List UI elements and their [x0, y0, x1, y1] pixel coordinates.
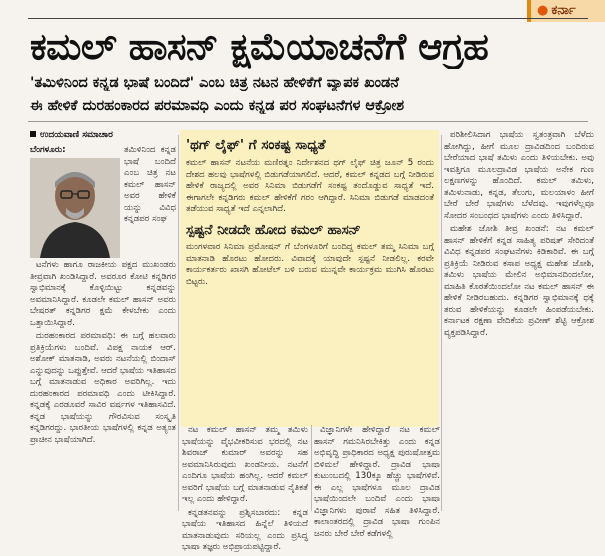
column-3-para-1: ವಿಜ್ಞಾನಿಗಳೇ ಹೇಳಿದ್ದಾರೆ ನಟ ಕಮಲ್ ಹಾಸನ್ ಗಮನಿಸಿರಬೇಕಿತ್ತು ಎಂದು ಕನ್ನಡ ಅಭಿವೃದ್ಧಿ ಪ್ರಾಧಿಕಾರದ ಅಧ್ಯಕ್ಷ ಪುರುಷೋತ್ತಮ ಬಿಳಿಮಲೆ ಹೇಳಿದ್ದಾರೆ. ದ್ರಾವಿಡ ಭಾಷಾ ಕುಟುಂಬದಲ್ಲಿ 130ಕ್ಕೂ ಹೆಚ್ಚು ಭಾಷೆಗಳಿವೆ. ಈ ಎಲ್ಲ ಭಾಷೆಗಳೂ ಮೂಲ ದ್ರಾವಿಡ ಭಾಷೆಯಿಂದಲೇ ಬಂದಿವೆ ಎಂದು ಭಾಷಾ ವಿಜ್ಞಾನಿಗಳು ಪುರಾವೆ ಸಹಿತ ತಿಳಿಸಿದ್ದಾರೆ. ಕಾಲಾಂತರದಲ್ಲಿ ದ್ರಾವಿಡ ಭಾಷಾ ಗುಂಪಿನ ಜನರು ಬೇರೆ ಬೇರೆ ಕಡೆಗಳಲ್ಲಿ: [314, 425, 440, 539]
box-2-title: ಸ್ಪಷ್ಟನೆ ನೀಡದೇ ಹೋದ ಕಮಲ್ ಹಾಸನ್: [186, 222, 361, 238]
box-1-title: 'ಥಗ್ ಲೈಫ್' ಗೆ ಸಂಕಷ್ಟ ಸಾಧ್ಯತೆ: [186, 137, 326, 153]
column-2-para-1: ನಟ ಕಮಲ್ ಹಾಸನ್ ತಮ್ಮ ತಮಿಳು ಭಾಷೆಯನ್ನು ವೈಭವೀಕರಿಸುವ ಭರದಲ್ಲಿ ನಟ ಶಿವರಾಜ್ ಕುಮಾರ್ ಅವರನ್ನು ಸಹ ಅವಮಾನಿಸಿರುವುದು ಖಂಡನೀಯ. ನಟನೆಗೆ ಎಂದಿಗೂ ಭಾಷೆಯ ಹಂಗಿಲ್ಲ. ಆದರೆ ಕಮಲ್ ಅವರಿಗೆ ಭಾಷೆಯ ಬಗ್ಗೆ ಮಾತನಾಡುವ ನೈತಿಕತೆ ಇಲ್ಲ ಎಂದು ಹೇಳಿದ್ದಾರೆ.: [182, 425, 308, 504]
column-1-top: [124, 145, 176, 228]
section-label: ಕರ್ನಾ: [551, 3, 576, 18]
section-bullet: ●: [537, 3, 549, 18]
portrait-image: [30, 158, 120, 258]
box-2-text: ಮಂಗಳವಾರ ಸಿನಿಮಾ ಪ್ರಮೋಷನ್ ಗೆ ಬೆಂಗಳೂರಿಗೆ ಬಂದಿದ್ದ ಕಮಲ್ ತಮ್ಮ ಸಿನಿಮಾ ಬಗ್ಗೆ ಮಾತನಾಡಿ ಹೊರಟು ಹೋದರು. ವಿವಾದಕ್ಕೆ ಯಾವುದೇ ಸ್ಪಷ್ಟನೆ ನೀಡಲಿಲ್ಲ. ಕರವೇ ಕಾರ್ಯಕರ್ತರು ಖಾಸಗಿ ಹೋಟೆಲ್ ಬಳಿ ಬರುವ ಮುನ್ನವೇ ಕಾರ್ಯಕ್ರಮ ಮುಗಿಸಿ ಹೊರಟು ಬಿಟ್ಟರು.: [186, 242, 434, 287]
column-4-para-1: ಪರಿಶೀಲಿಸಿದಾಗ ಭಾಷೆಯ ಸ್ವತಂತ್ರವಾಗಿ ಬೆಳೆದು ಹೋಗಿದ್ದು, ಹೀಗೆ ಮೂಲ ದ್ರಾವಿಡದಿಂದ ಬಂದಿರುವ ಬೇರೆಯಾದ ಭಾಷೆ ತಮಿಳು ಎಂದು ತಿಳಿಯಬೇಕು. ಅವು ಇವತ್ತಿಗೂ ಮೂಲದ್ರಾವಿಡ ಭಾಷೆಯ ಅನೇಕ ಗುಣ ಲಕ್ಷಣಗಳನ್ನು ಹೊಂದಿದೆ. ಕಮಲ್ ತಮಿಳು, ತಮಿಳುನಾಡು, ಕನ್ನಡ, ತೆಲುಗು, ಮಲಯಾಳಂ ಹೀಗೆ ಬೇರೆ ಬೇರೆ ಭಾಷೆಗಳು ಬೆಳೆದವು. ಇವುಗಳೆಲ್ಲವೂ ಸೋದರ ಸಂಬಂಧದ ಭಾಷೆಗಳು ಎಂದು ತಿಳಿಸಿದ್ದಾರೆ.: [444, 130, 594, 221]
column-4-para-2: ಮಹೇಶ ಜೋಶಿ ತೀವ್ರ ಖಂಡನೆ: ನಟ ಕಮಲ್ ಹಾಸನ್ ಹೇಳಿಕೆಗೆ ಕನ್ನಡ ಸಾಹಿತ್ಯ ಪರಿಷತ್ ಸೇರಿದಂತೆ ವಿವಿಧ ಕನ್ನಡಪರ ಸಂಘಟನೆಗಳು ಕಿಡಿಕಾರಿವೆ. ಈ ಬಗ್ಗೆ ಪ್ರತಿಕ್ರಿಯೆ ನೀಡಿರುವ ಕಸಾಪ ಅಧ್ಯಕ್ಷ ಮಹೇಶ ಜೋಶಿ, ತಮಿಳು ಭಾಷೆಯ ಮೇಲಿನ ಅಭಿಮಾನದಿಂದಲೋ, ಮಾಹಿತಿ ಕೊರತೆಯಿಂದಲೋ ನಟ ಕಮಲ್ ಹಾಸನ್ ಈ ಹೇಳಿಕೆ ನೀಡಿರಬಹುದು. ಕನ್ನಡಿಗರ ಸ್ವಾಭಿಮಾನಕ್ಕೆ ಧಕ್ಕೆ ತರುವ ಹೇಳಿಕೆಯನ್ನು ಕೂಡಲೇ ಹಿಂಪಡೆಯಬೇಕು. ಕರ್ನಾಟಕ ರಕ್ಷಣಾ ವೇದಿಕೆಯ ಪ್ರವೀಣ್ ಶೆಟ್ಟಿ ಆಕ್ರೋಶ ವ್ಯಕ್ತಪಡಿಸಿದ್ದಾರೆ.: [444, 224, 594, 338]
portrait-photo: [30, 158, 120, 258]
box-1-text: ಕಮಲ್ ಹಾಸನ್ ನಟನೆಯ ಮಣಿರತ್ನಂ ನಿರ್ದೇಶನದ ಥಗ್ ಲೈಫ್ ಚಿತ್ರ ಜೂನ್ 5 ರಂದು ದೇಶದ ಹಲವು ಭಾಷೆಗಳಲ್ಲಿ ಬಿಡುಗಡೆಯಾಗಲಿದೆ. ಆದರೆ, ಕಮಲ್ ಕನ್ನಡದ ಬಗ್ಗೆ ನೀಡಿರುವ ಹೇಳಿಕೆ ರಾಜ್ಯದಲ್ಲಿ ಅವರ ಸಿನಿಮಾ ಬಿಡುಗಡೆಗೆ ಸಂಕಷ್ಟ ತಂದೊಡ್ಡುವ ಸಾಧ್ಯತೆ ಇದೆ. ಈಗಾಗಲೇ ಕನ್ನಡಿಗರು ಕಮಲ್ ಹೇಳಿಕೆಗೆ ಗರಂ ಆಗಿದ್ದಾರೆ. ಸಿನಿಮಾ ಬಿಡುಗಡೆ ಮಾಡದಂತೆ ತಡೆಯುವ ಸಾಧ್ಯತೆ ಇದೆ ಎನ್ನಲಾಗಿದೆ.: [186, 158, 434, 214]
column-divider: [178, 135, 179, 511]
box-1-body: [186, 158, 434, 218]
header-divider: [28, 121, 588, 122]
dateline: ಬೆಂಗಳೂರು:: [30, 145, 66, 155]
column-divider: [311, 425, 312, 511]
column-2: [182, 425, 308, 556]
column-2-para-2: ಕನ್ನಡತನವನ್ನು ಪ್ರಶ್ನಿಸಬಾರದು: ಕನ್ನಡ ಭಾಷೆಯ ಇತಿಹಾಸದ ಹಿನ್ನೆಲೆ ತಿಳಿಯದೆ ಮಾತನಾಡುವುದು ಸರಿಯಲ್ಲ ಎಂದು ಪ್ರಸಿದ್ಧ ಭಾಷಾ ತಜ್ಞರು ಅಭಿಪ್ರಾಯಪಟ್ಟಿದ್ದಾರೆ.: [182, 507, 308, 552]
byline-bullet-icon: [30, 131, 36, 137]
column-1-para-2: ದುರಹಂಕಾರದ ಪರಮಾವಧಿ: ಈ ಬಗ್ಗೆ ಹಲವಾರು ಪ್ರತಿಕ್ರಿಯೆಗಳು ಬಂದಿವೆ. ವಿಪಕ್ಷ ನಾಯಕ ಆರ್. ಅಶೋಕ್ ಮಾತನಾಡಿ, ಅವರು ನಟನೆಯಲ್ಲಿ ಬಿಂದಾಸ್ ಎನ್ನುವುದನ್ನು ಒಪ್ಪುತ್ತೇವೆ. ಆದರೆ ಭಾಷೆಯ ಇತಿಹಾಸದ ಬಗ್ಗೆ ಮಾತನಾಡುವ ಅಧಿಕಾರ ಅವರಿಗಿಲ್ಲ. ಇದು ದುರಹಂಕಾರದ ಪರಮಾವಧಿ ಎಂದು ಟೀಕಿಸಿದ್ದಾರೆ. ಕನ್ನಡಕ್ಕೆ ಎರಡೂವರೆ ಸಾವಿರ ವರ್ಷಗಳ ಇತಿಹಾಸವಿದೆ. ಕನ್ನಡ ಭಾಷೆಯನ್ನು ಗೌರವಿಸುವ ಸಂಸ್ಕೃತಿ ಕನ್ನಡಿಗರದ್ದು. ಭಾರತೀಯ ಭಾಷೆಗಳಲ್ಲಿ ಕನ್ನಡ ಅತ್ಯಂತ ಪ್ರಾಚೀನ ಭಾಷೆಯಾಗಿದೆ.: [30, 331, 176, 445]
subheadline-2: ಈ ಹೇಳಿಕೆ ದುರಹಂಕಾರದ ಪರಮಾವಧಿ ಎಂದು ಕನ್ನಡ ಪರ ಸಂಘಟನೆಗಳ ಆಕ್ರೋಶ: [30, 98, 405, 114]
byline-text: ಉದಯವಾಣಿ ಸಮಾಚಾರ: [40, 130, 113, 140]
column-4: [444, 130, 594, 341]
column-1: [30, 260, 176, 448]
column-divider: [441, 135, 442, 511]
column-3: [314, 425, 440, 542]
column-1-lead: ತಮಿಳಿನಿಂದ ಕನ್ನಡ ಭಾಷೆ ಬಂದಿದೆ ಎಂಬ ಚಿತ್ರ ನಟ ಕಮಲ್ ಹಾಸನ್ ಅವರ ಹೇಳಿಕೆ ಯನ್ನು ವಿವಿಧ ಕನ್ನಡಪರ ಸಂಘ: [124, 145, 176, 224]
top-rule: [28, 18, 588, 19]
headline: ಕಮಲ್ ಹಾಸನ್ ಕ್ಷಮೆಯಾಚನೆಗೆ ಆಗ್ರಹ: [30, 25, 489, 68]
subheadline-1: 'ತಮಿಳಿನಿಂದ ಕನ್ನಡ ಭಾಷೆ ಬಂದಿದೆ' ಎಂಬ ಚಿತ್ರ ನಟನ ಹೇಳಿಕೆಗೆ ವ್ಯಾಪಕ ಖಂಡನೆ: [30, 75, 399, 91]
byline: [30, 130, 113, 140]
column-1-para-1: ಟನೆಗಳು ಹಾಗೂ ರಾಜಕೀಯ ಪಕ್ಷದ ಮುಖಂಡರು ತೀವ್ರವಾಗಿ ಖಂಡಿಸಿದ್ದಾರೆ. ಅವರೂರ ಕೋಟಿ ಕನ್ನಡಿಗರ ಸ್ವಾಭಿಮಾನಕ್ಕೆ ಕೊಳ್ಳಿಯಿಟ್ಟು ಕನ್ನಡವನ್ನು ಅವಮಾನಿಸಿದ್ದಾರೆ. ಕೂಡಲೇ ಕಮಲ್ ಹಾಸನ್ ಅವರು ಬೇಷರತ್ ಕನ್ನಡಿಗರ ಕ್ಷಮೆ ಕೇಳಬೇಕು ಎಂದು ಒತ್ತಾಯಿಸಿದ್ದಾರೆ.: [30, 260, 176, 328]
box-2-body: [186, 242, 434, 290]
